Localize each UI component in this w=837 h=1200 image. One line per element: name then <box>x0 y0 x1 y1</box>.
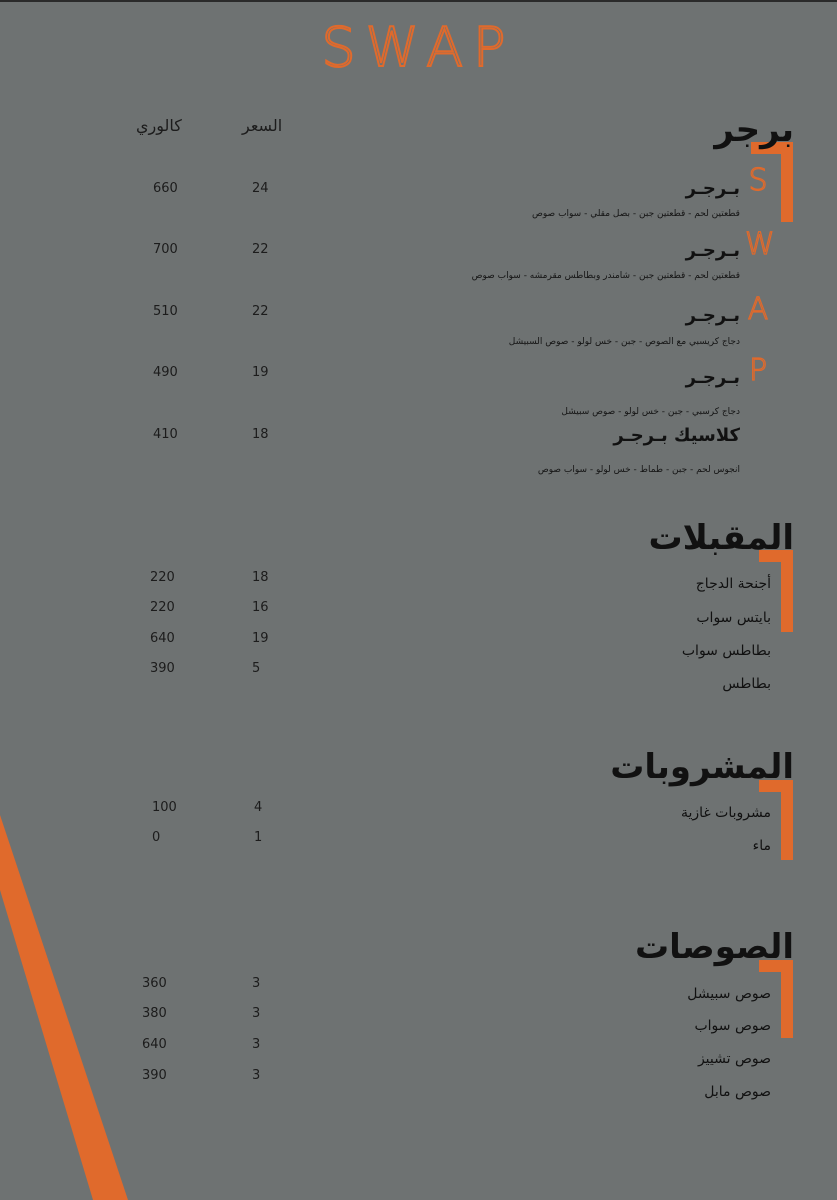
menu-item-name: بـرجـر <box>685 178 740 199</box>
menu-item-calories: 660 <box>153 181 178 196</box>
menu-item-price: 19 <box>252 365 269 380</box>
menu-item-price: 19 <box>252 631 269 646</box>
menu-item-description: دجاج كريسبي مع الصوص - جبن - خس لولو - صوص السبيشل <box>508 337 740 347</box>
menu-item-price: 3 <box>252 1006 261 1021</box>
menu-item-name: بطاطس سواب <box>681 643 771 659</box>
menu-item-description: قطعتين لحم - قطعتين جبن - شامندر وبطاطس مقرمشه - سواب صوص <box>471 271 740 281</box>
burgers-section-title: برجر <box>714 110 794 150</box>
menu-item-calories: 490 <box>153 365 178 380</box>
menu-item-name: بطاطس <box>722 676 771 692</box>
menu-item-price: 5 <box>252 661 261 676</box>
menu-item-price: 3 <box>252 1037 261 1052</box>
menu-item-name: بايتس سواب <box>696 610 771 626</box>
menu-item-price: 22 <box>252 304 269 319</box>
menu-item-calories: 220 <box>150 570 175 585</box>
menu-item-name: كلاسيك بـرجـر <box>613 425 740 446</box>
menu-item-name: بـرجـر <box>685 240 740 261</box>
menu-item-calories: 700 <box>153 242 178 257</box>
swap-letter-s: S <box>748 163 768 198</box>
menu-item-price: 18 <box>252 570 269 585</box>
menu-item-calories: 360 <box>142 976 167 991</box>
menu-item-calories: 380 <box>142 1006 167 1021</box>
menu-item-price: 1 <box>254 830 263 845</box>
menu-item-description: انجوس لحم - جبن - طماط - خس لولو - سواب صوص <box>537 465 740 475</box>
menu-item-price: 3 <box>252 976 261 991</box>
menu-item-name: بـرجـر <box>685 367 740 388</box>
menu-item-name: صوص مابل <box>704 1084 771 1100</box>
menu-item-price: 4 <box>254 800 263 815</box>
appetizers-section-title: المقبلات <box>648 518 794 558</box>
burger-section-bracket <box>781 142 793 222</box>
calories-column-header: كالوري <box>136 116 182 135</box>
menu-item-calories: 410 <box>153 427 178 442</box>
menu-item-calories: 100 <box>152 800 177 815</box>
menu-item-calories: 640 <box>142 1037 167 1052</box>
swap-letter-w: W <box>745 227 775 262</box>
menu-item-price: 22 <box>252 242 269 257</box>
menu-item-price: 16 <box>252 600 269 615</box>
drinks-section-title: المشروبات <box>610 747 794 787</box>
menu-item-description: قطعتين لحم - قطعتين جبن - بصل مقلي - سواب صوص <box>532 209 740 219</box>
menu-item-price: 18 <box>252 427 269 442</box>
swap-letter-a: A <box>747 292 769 327</box>
menu-item-calories: 510 <box>153 304 178 319</box>
menu-item-calories: 220 <box>150 600 175 615</box>
menu-item-description: دجاج كرسبي - جبن - خس لولو - صوص سبيشل <box>561 407 740 417</box>
swap-letter-p: P <box>748 353 768 388</box>
menu-item-price: 24 <box>252 181 269 196</box>
menu-item-name: صوص سواب <box>694 1018 771 1034</box>
menu-item-price: 3 <box>252 1068 261 1083</box>
menu-item-calories: 0 <box>152 830 161 845</box>
menu-item-name: ماء <box>752 838 771 854</box>
menu-item-name: صوص تشييز <box>697 1051 771 1067</box>
brand-logo: SWAP <box>321 16 516 79</box>
menu-item-name: صوص سبيشل <box>687 986 771 1002</box>
price-column-header: السعر <box>242 116 283 135</box>
menu-item-calories: 390 <box>150 661 175 676</box>
sauces-section-title: الصوصات <box>634 927 794 967</box>
menu-item-name: أجنحة الدجاج <box>695 576 771 592</box>
menu-item-calories: 640 <box>150 631 175 646</box>
top-border <box>0 0 837 2</box>
menu-item-name: بـرجـر <box>685 305 740 326</box>
menu-item-name: مشروبات غازية <box>680 805 771 821</box>
menu-item-calories: 390 <box>142 1068 167 1083</box>
